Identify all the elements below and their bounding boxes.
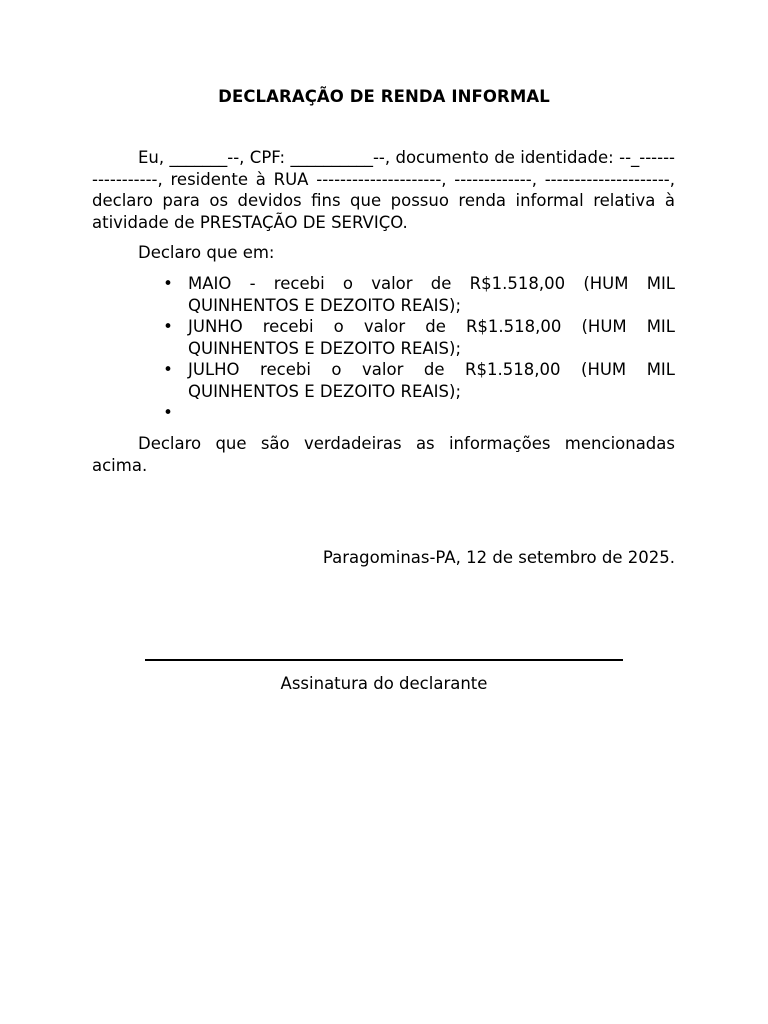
income-item-text: MAIO - recebi o valor de R$1.518,00 (HUM MIL QUINHENTOS E DEZOITO REAIS); [188, 274, 675, 315]
list-item [92, 273, 675, 316]
bullet-icon: • [163, 274, 173, 293]
bullet-icon: • [163, 317, 173, 336]
list-item [92, 316, 675, 359]
signature-label: Assinatura do declarante [280, 674, 488, 693]
document-title: DECLARAÇÃO DE RENDA INFORMAL [218, 87, 550, 106]
bullet-icon: • [163, 360, 173, 379]
list-item [92, 359, 675, 402]
income-item-text: JULHO recebi o valor de R$1.518,00 (HUM MIL QUINHENTOS E DEZOITO REAIS); [188, 360, 675, 401]
bullet-icon: • [163, 403, 173, 422]
truth-statement: Declaro que são verdadeiras as informações mencionadas acima. [92, 434, 675, 475]
income-item-text: JUNHO recebi o valor de R$1.518,00 (HUM MIL QUINHENTOS E DEZOITO REAIS); [188, 317, 675, 358]
signature-line [145, 659, 623, 661]
declaration-intro: Declaro que em: [138, 243, 275, 262]
place-and-date: Paragominas-PA, 12 de setembro de 2025. [322, 548, 675, 567]
declaration-paragraph: Eu, _______--, CPF: __________--, documento de identidade: --_-----------------, residente à RUA ---------------------, -------------, ---------------------, declaro para os devidos fins que possuo renda informal relativa à atividade de PRESTAÇÃO DE SERVIÇO. [92, 148, 675, 232]
list-item [92, 402, 675, 424]
income-list [92, 273, 675, 424]
